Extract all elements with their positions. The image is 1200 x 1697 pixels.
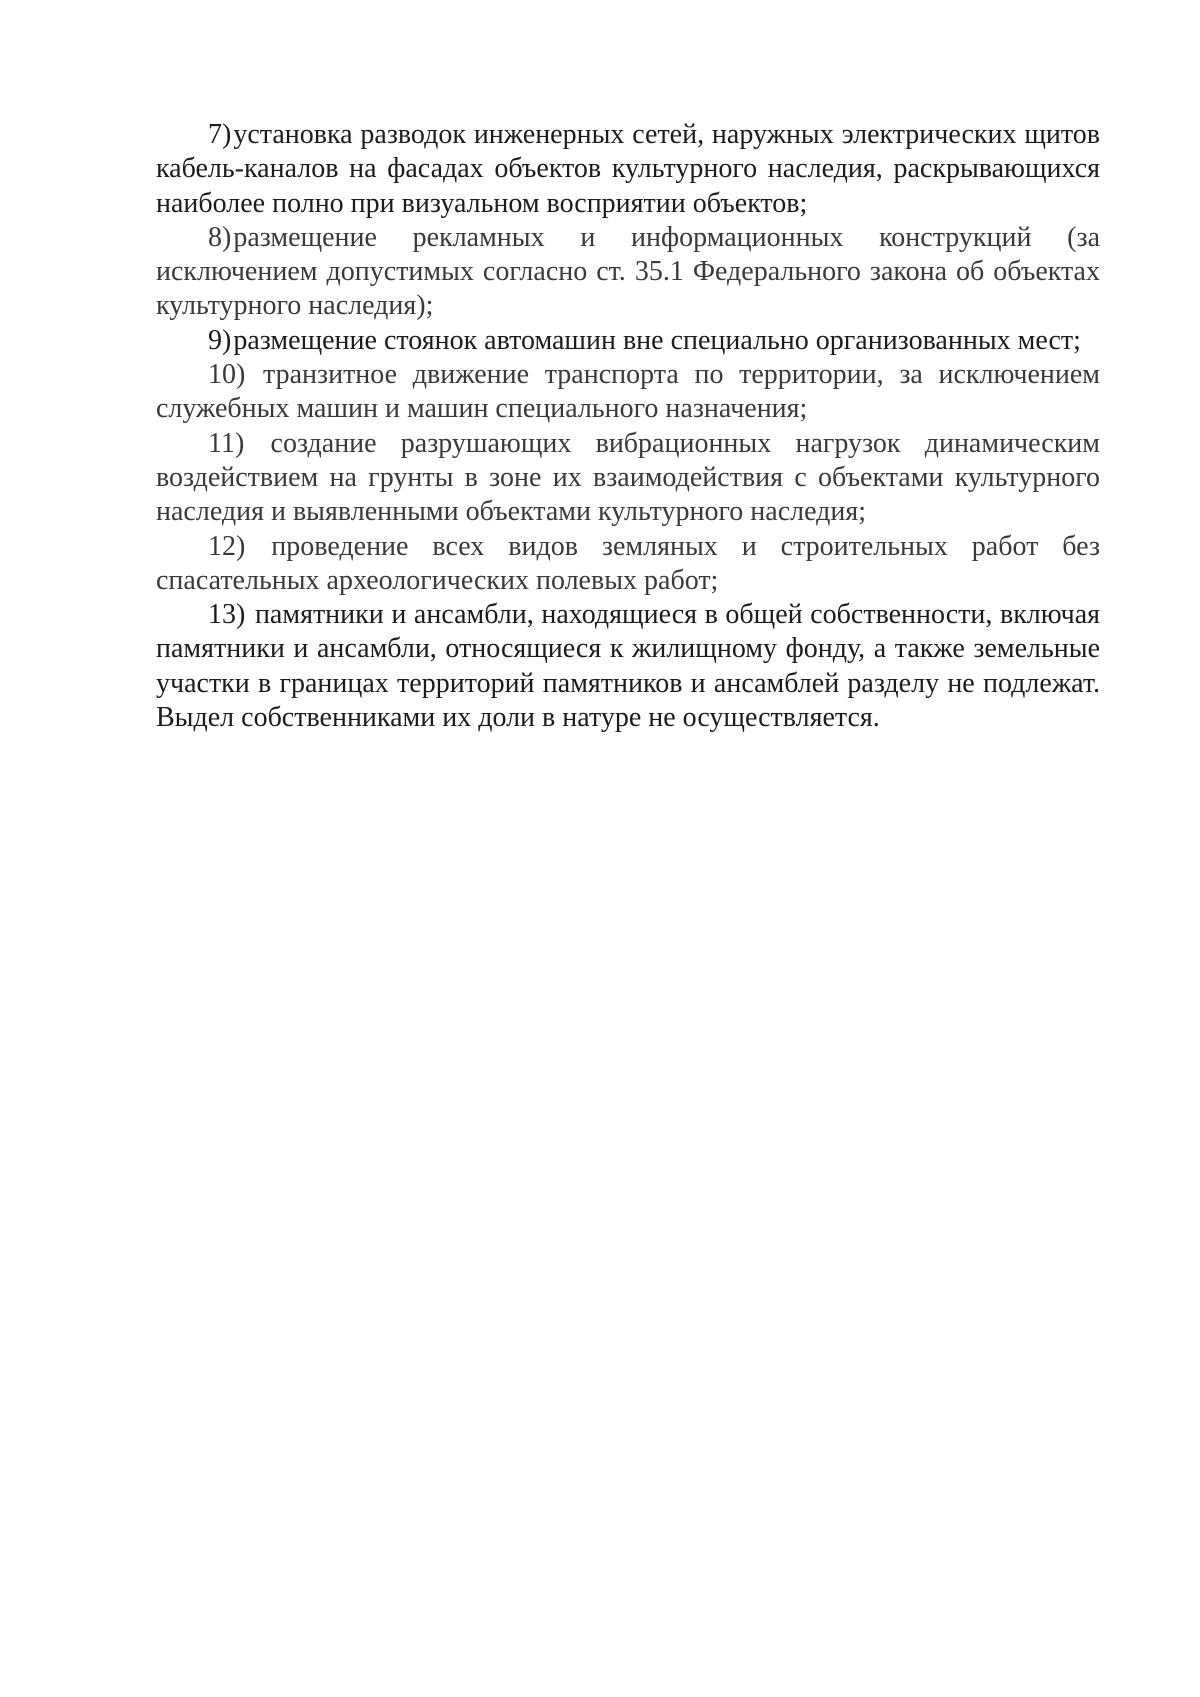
item-number: 11)	[208, 427, 245, 459]
item-number: 8)	[208, 221, 232, 253]
item-number: 13)	[208, 599, 246, 631]
restrictions-list	[156, 118, 1100, 735]
item-text: создание разрушающих вибрационных нагрузок динамическим воздействием на грунты в зоне их взаимодействия с объектами культурного наследия и выявленными объектами культурного наследия;	[156, 427, 1100, 528]
item-number: 9)	[208, 324, 232, 356]
item-text: транзитное движение транспорта по территории, за исключением служебных машин и машин специального назначения;	[156, 359, 1100, 425]
item-text: памятники и ансамбли, находящиеся в общей собственности, включая памятники и ансамбли, относящиеся к жилищному фонду, а также земельные участки в границах территорий памятников и ансамблей разделу не подлежат. Выдел собственниками их доли в натуре не осуществляется.	[156, 599, 1101, 734]
item-number: 12)	[208, 530, 246, 562]
item-text: размещение стоянок автомашин вне специально организованных мест;	[233, 324, 1081, 356]
list-item-13	[156, 598, 1100, 735]
list-item-12	[156, 530, 1100, 599]
list-item-9	[156, 324, 1100, 358]
list-item-7	[156, 118, 1100, 221]
item-text: проведение всех видов земляных и строительных работ без спасательных археологических полевых работ;	[156, 530, 1101, 596]
item-number: 7)	[208, 119, 232, 150]
list-item-10	[156, 358, 1100, 427]
list-item-11	[156, 427, 1100, 530]
item-number: 10)	[208, 359, 246, 391]
list-item-8	[156, 221, 1100, 324]
item-text: установка разводок инженерных сетей, наружных электрических щитов кабель-каналов на фасадах объектов культурного наследия, раскрывающихся наиболее полно при визуальном восприятии объектов;	[156, 119, 1100, 219]
item-text: размещение рекламных и информационных конструкций (за исключением допустимых согласно ст. 35.1 Федерального закона об объектах культурного наследия);	[156, 221, 1100, 322]
